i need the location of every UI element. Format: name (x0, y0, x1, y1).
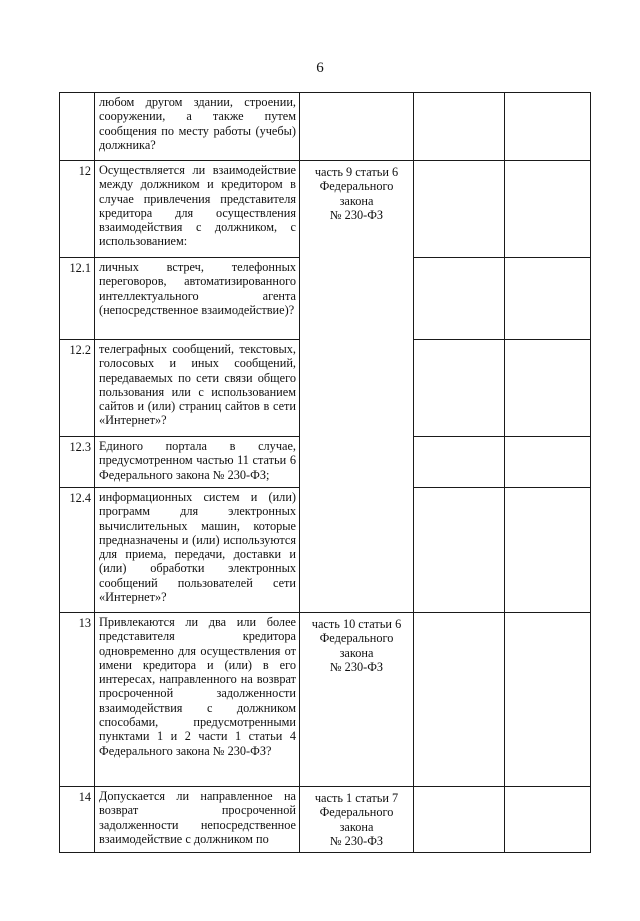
answer-cell (414, 613, 505, 787)
question-cell (95, 488, 300, 613)
question-text: Допускается ли направленное на возврат просроченной задолженности непосредственное взаимодействие с должником по (99, 789, 296, 846)
table-row (60, 161, 591, 258)
row-number: 12 (60, 161, 95, 258)
legal-basis-line: часть 10 статьи 6 (311, 617, 402, 631)
note-cell (505, 437, 591, 488)
row-number: 13 (60, 613, 95, 787)
question-text: любом другом здании, строении, сооружении, а также путем сообщения по месту работы (учебы) должника? (99, 95, 296, 152)
legal-basis-line: закона (339, 193, 374, 208)
note-cell (505, 488, 591, 613)
question-cell (95, 258, 300, 340)
legal-basis-line: Федерального (319, 631, 394, 646)
row-number: 14 (60, 787, 95, 853)
page-number: 6 (316, 60, 324, 76)
legal-basis-line: № 230-ФЗ (329, 207, 384, 222)
row-number: 12.2 (60, 340, 95, 437)
legal-basis-line: Федерального (319, 805, 394, 820)
question-cell (95, 93, 300, 161)
question-cell (95, 787, 300, 853)
question-text: информационных систем и (или) программ для электронных вычислительных машин, которые предназначены и (или) используются для приема, передачи, доставки и (или) обработки электронных сообщений пользователей сети «Интернет»? (99, 490, 296, 605)
legal-basis-cell (300, 93, 414, 161)
table-row (60, 613, 591, 787)
question-text: Привлекаются ли два или более представителя кредитора одновременно для осуществления от имени кредитора и (или) в его интересах, направленного на возврат просроченной задолженности взаимодействия с должником способами, предусмотренными пунктами 1 и 2 части 1 статьи 4 Федерального закона № 230-ФЗ? (99, 615, 296, 758)
legal-basis-line: № 230-ФЗ (329, 659, 384, 674)
checklist-table (59, 92, 591, 853)
note-cell (505, 258, 591, 340)
legal-basis-line: часть 9 статьи 6 (314, 165, 399, 179)
legal-basis-line: закона (339, 819, 374, 834)
note-cell (505, 93, 591, 161)
row-number (60, 93, 95, 161)
answer-cell (414, 488, 505, 613)
row-number: 12.4 (60, 488, 95, 613)
question-text: Единого портала в случае, предусмотренном частью 11 статьи 6 Федерального закона № 230-ФЗ; (99, 439, 296, 482)
legal-basis-line: № 230-ФЗ (329, 833, 384, 848)
question-cell (95, 613, 300, 787)
legal-basis-line: Федерального (319, 179, 394, 194)
row-number: 12.1 (60, 258, 95, 340)
legal-basis-line: закона (339, 645, 374, 660)
question-text: личных встреч, телефонных переговоров, автоматизированного интеллектуального агента (непосредственное взаимодействие)? (99, 260, 296, 317)
legal-basis-cell (300, 613, 414, 787)
question-text: Осуществляется ли взаимодействие между должником и кредитором в случае привлечения представителя кредитора для осуществления взаимодействия с должником, с использованием: (99, 163, 296, 249)
question-text: телеграфных сообщений, текстовых, голосовых и иных сообщений, передаваемых по сети связи общего пользования или с использованием сайтов и (или) страниц сайтов в сети «Интернет»? (99, 342, 296, 428)
question-cell (95, 340, 300, 437)
table-row (60, 93, 591, 161)
note-cell (505, 787, 591, 853)
answer-cell (414, 437, 505, 488)
question-cell (95, 437, 300, 488)
answer-cell (414, 93, 505, 161)
answer-cell (414, 787, 505, 853)
table-row (60, 787, 591, 853)
note-cell (505, 161, 591, 258)
question-cell (95, 161, 300, 258)
legal-basis-line: часть 1 статьи 7 (314, 791, 399, 805)
note-cell (505, 613, 591, 787)
answer-cell (414, 161, 505, 258)
answer-cell (414, 258, 505, 340)
note-cell (505, 340, 591, 437)
row-number: 12.3 (60, 437, 95, 488)
legal-basis-cell (300, 787, 414, 853)
legal-basis-cell (300, 161, 414, 613)
answer-cell (414, 340, 505, 437)
